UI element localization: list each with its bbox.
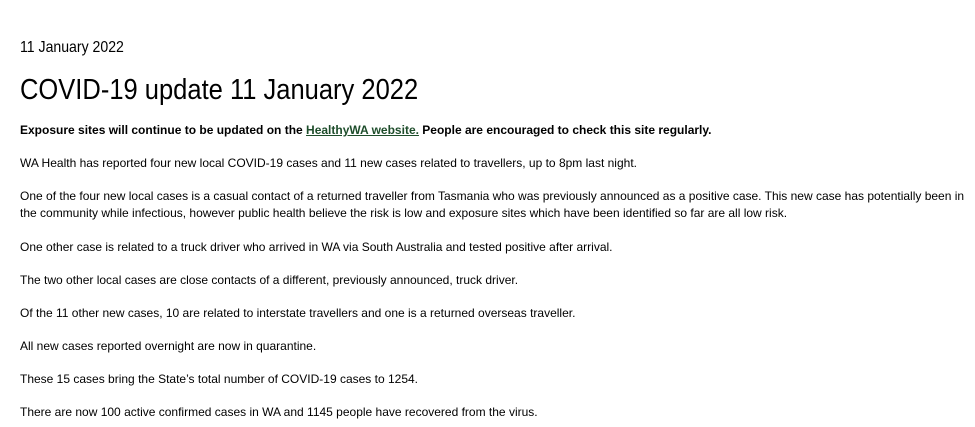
exposure-notice-after: People are encouraged to check this site regularly. bbox=[418, 123, 712, 137]
page-title: COVID-19 update 11 January 2022 bbox=[20, 74, 419, 106]
paragraph-active-cases: There are now 100 active confirmed cases in WA and 1145 people have recovered from the virus. bbox=[20, 405, 538, 419]
healthywa-website-link[interactable]: HealthyWA website. bbox=[306, 123, 419, 137]
paragraph-tasmania-contact: One of the four new local cases is a casual contact of a returned traveller from Tasmania who was previously announced as a positive case. This new case has potentially been in the community while infectious, however public health believe the risk is low and exposure sites which have been identified so far are all low risk. bbox=[20, 189, 965, 220]
article-date: 11 January 2022 bbox=[20, 39, 124, 56]
paragraph-close-contacts: The two other local cases are close contacts of a different, previously announced, truck driver. bbox=[20, 273, 519, 287]
exposure-notice-before: Exposure sites will continue to be updated on the bbox=[20, 123, 307, 137]
paragraph-quarantine: All new cases reported overnight are now in quarantine. bbox=[20, 339, 317, 353]
exposure-notice bbox=[20, 122, 965, 139]
paragraph-case-summary: WA Health has reported four new local COVID-19 cases and 11 new cases related to travellers, up to 8pm last night. bbox=[20, 156, 637, 170]
paragraph-traveller-cases: Of the 11 other new cases, 10 are related to interstate travellers and one is a returned overseas traveller. bbox=[20, 306, 576, 320]
paragraph-truck-driver: One other case is related to a truck driver who arrived in WA via South Australia and tested positive after arrival. bbox=[20, 240, 613, 254]
paragraph-total-cases: These 15 cases bring the State’s total number of COVID-19 cases to 1254. bbox=[20, 372, 418, 386]
